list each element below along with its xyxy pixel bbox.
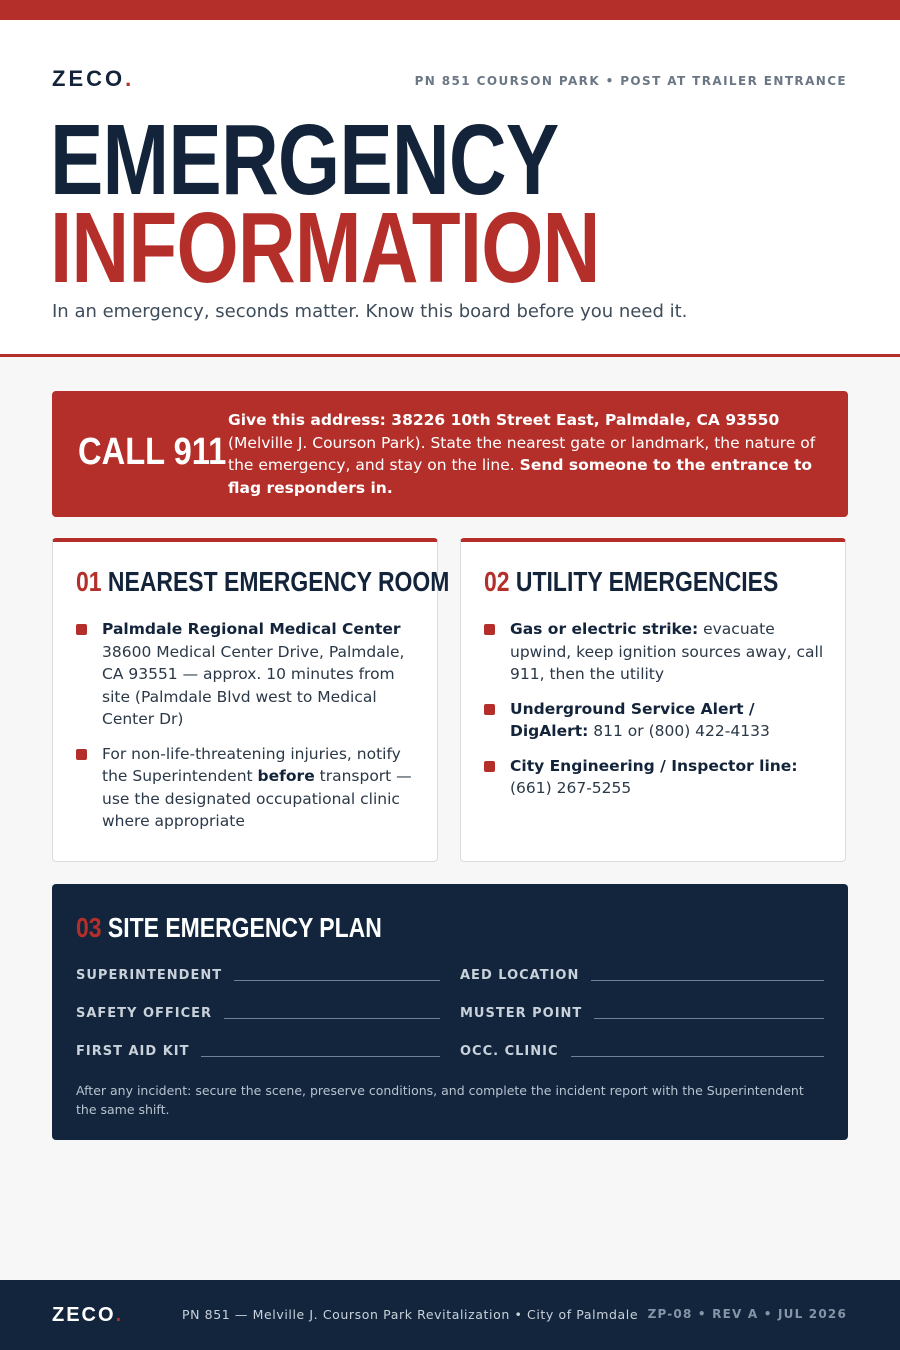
page-title-line-2: INFORMATION <box>50 192 600 304</box>
footer <box>0 1280 900 1350</box>
fill-in-line <box>594 1018 824 1019</box>
call-911-label: CALL 911 <box>78 431 227 473</box>
bullet-square-icon <box>484 624 495 635</box>
footer-logo: ZECO. <box>52 1304 124 1326</box>
fill-in-line <box>201 1056 440 1057</box>
posting-note: PN 851 COURSON PARK • POST AT TRAILER ENTRANCE <box>414 74 847 88</box>
fill-in-line <box>224 1018 440 1019</box>
call-911-instructions: Give this address: 38226 10th Street East, Palmdale, CA 93550 (Melville J. Courson Park). State the nearest gate or landmark, the nature of the emergency, and stay on the line. Send someone to the entrance to flag responders in. <box>228 411 816 497</box>
section-title: 03 SITE EMERGENCY PLAN <box>76 912 382 943</box>
incident-note: After any incident: secure the scene, preserve conditions, and complete the incident report with the Superintendent the same shift. <box>76 1083 804 1117</box>
er-list <box>76 618 421 845</box>
section-title: 02 UTILITY EMERGENCIES <box>484 566 779 597</box>
list-item: City Engineering / Inspector line: (661) 267-5255 <box>484 755 829 800</box>
fill-in-line <box>571 1056 824 1057</box>
bullet-square-icon <box>76 624 87 635</box>
call-911-banner <box>52 391 848 517</box>
list-item: Gas or electric strike: evacuate upwind, keep ignition sources away, call 911, then the utility <box>484 618 829 686</box>
muster-point-field: MUSTER POINT <box>460 1002 824 1022</box>
bullet-square-icon <box>484 761 495 772</box>
header <box>0 20 900 357</box>
company-logo: ZECO. <box>52 66 135 91</box>
site-address: Give this address: 38226 10th Street East, Palmdale, CA 93550 <box>228 411 780 429</box>
bullet-square-icon <box>76 749 87 760</box>
list-item: For non-life-threatening injuries, notify the Superintendent before transport — use the designated occupational clinic where appropriate <box>76 743 421 833</box>
aed-location-field: AED LOCATION <box>460 964 824 984</box>
nearest-er-card <box>52 538 450 862</box>
utility-list <box>484 618 829 812</box>
bullet-square-icon <box>484 704 495 715</box>
tagline: In an emergency, seconds matter. Know this board before you need it. <box>52 301 688 322</box>
safety-officer-field: SAFETY OFFICER <box>76 1002 440 1022</box>
fill-in-line <box>591 980 824 981</box>
fill-in-line <box>234 980 440 981</box>
section-title: 01 NEAREST EMERGENCY ROOM <box>76 566 450 597</box>
list-item: Palmdale Regional Medical Center 38600 Medical Center Drive, Palmdale, CA 93551 — approx. 10 minutes from site (Palmdale Blvd west to Medical Center Dr) <box>76 618 421 731</box>
page-title-line-1: EMERGENCY <box>50 104 559 216</box>
utility-emergencies-card <box>460 538 846 862</box>
footer-project: PN 851 — Melville J. Courson Park Revitalization • City of Palmdale <box>182 1307 639 1322</box>
occ-clinic-field: OCC. CLINIC <box>460 1040 824 1060</box>
flag-responders-instruction: Send someone to the entrance to flag responders in. <box>228 456 813 497</box>
footer-doc-ref: ZP-08 • REV A • JUL 2026 <box>647 1307 847 1321</box>
first-aid-kit-field: FIRST AID KIT <box>76 1040 440 1060</box>
list-item: Underground Service Alert / DigAlert: 811 or (800) 422-4133 <box>484 698 829 743</box>
superintendent-field: SUPERINTENDENT <box>76 964 440 984</box>
site-emergency-plan <box>52 884 848 1140</box>
top-accent-bar <box>0 0 900 20</box>
